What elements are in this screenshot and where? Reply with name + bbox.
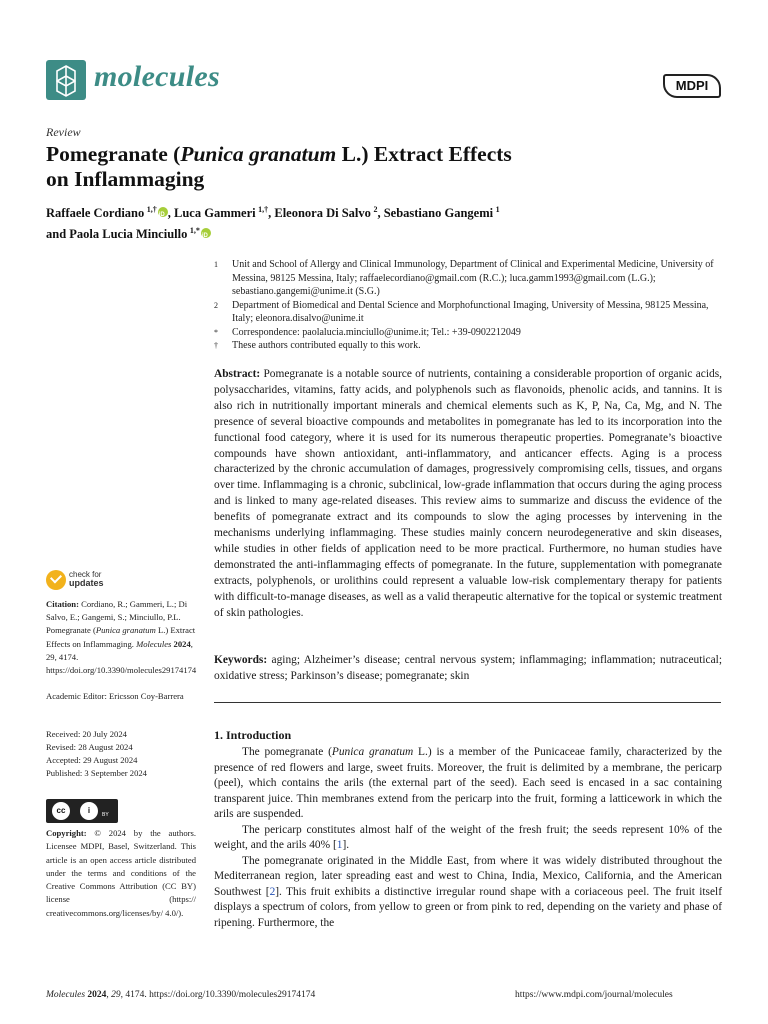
check-for-updates-button[interactable]: [46, 570, 126, 592]
text-run: The pericarp constitutes almost half of the weight of the fresh fruit; the seeds represent 10% of the weight, and the arils 40% [: [214, 823, 722, 851]
author-list: [46, 201, 666, 243]
affiliation-text: Department of Biomedical and Dental Science and Morphofunctional Imaging, University of Messina, 98125 Messina, Italy; eleonora.disalvo@unime.it: [232, 299, 709, 324]
affiliation-item: [214, 326, 724, 340]
text-run: L.) is a member of the Punicaceae family, characterized by the presence of red flowers and large, sweet fruits. Moreover, the fruit is delimited by a membrane, the pericarp (peel), which contains the arils (the external part of the seed). Each seed is encased in a sac containing transparent juice. Thin membranes extend from the pericarp into the fruit, forming a latticework in which the arils are suspended.: [214, 746, 722, 820]
footer-year: 2024: [87, 990, 107, 1000]
citation: [46, 598, 198, 677]
author-separator: ,: [167, 206, 175, 221]
author-name[interactable]: Luca Gammeri: [174, 206, 256, 221]
footer-volume: 29: [111, 990, 121, 1000]
introduction-body: [214, 745, 722, 931]
published-date: Published: 3 September 2024: [46, 768, 147, 778]
footer-journal-url[interactable]: https://www.mdpi.com/journal/molecules: [515, 990, 673, 1000]
author-marks: 1,†: [258, 205, 269, 214]
copyright-text: © 2024 by the authors. Licensee MDPI, Basel, Switzerland. This article is an open access article distributed under the terms and conditions of the Creative Commons Attribution (CC BY) license (https:// creativecommons.org/licenses/by/ 4.0/).: [46, 828, 196, 918]
author-separator: ,: [268, 206, 275, 221]
affiliation-item: [214, 339, 724, 353]
author-name[interactable]: Sebastiano Gangemi: [383, 206, 494, 221]
text-run: ].: [342, 839, 350, 851]
updates-line1: check for: [69, 570, 102, 579]
citation-label: Citation:: [46, 599, 79, 609]
footer-citation: Molecules 2024, 29, 4174. https://doi.org/10.3390/molecules29174174: [46, 990, 316, 1000]
orcid-icon[interactable]: [158, 207, 168, 217]
author-name[interactable]: Eleonora Di Salvo: [274, 206, 371, 221]
equal-contribution-note: These authors contributed equally to this work.: [232, 340, 421, 351]
affiliation-mark: †: [214, 341, 218, 350]
title-line2: on Inflammaging: [46, 167, 205, 191]
copyright-notice: [46, 827, 196, 920]
article-dates: [46, 728, 198, 780]
abstract: [214, 367, 722, 622]
check-icon: [46, 570, 66, 590]
paragraph: [214, 823, 722, 854]
author-marks: 1,†: [146, 205, 157, 214]
citation-species: Punica granatum: [95, 625, 156, 636]
affiliation-item: [214, 299, 724, 326]
cc-license-badge[interactable]: [46, 799, 118, 823]
affiliation-mark: *: [214, 327, 218, 337]
citation-text: L.) Extract Effects on Inflammaging.: [46, 625, 196, 649]
received-date: Received: 20 July 2024: [46, 729, 127, 739]
reference-link[interactable]: 2: [269, 885, 276, 898]
keywords: [214, 653, 722, 685]
correspondence-text: Correspondence: paolalucia.minciullo@unime.it; Tel.: +39-0902212049: [232, 326, 521, 338]
author-name[interactable]: Raffaele Cordiano: [46, 206, 145, 221]
citation-journal: Molecules: [136, 638, 172, 649]
academic-editor: Academic Editor: Ericsson Coy-Barrera: [46, 691, 184, 701]
abstract-text: Pomegranate is a notable source of nutrients, containing a considerable proportion of organic acids, polysaccharides, vitamins, fatty acids, and polyphenols such as flavonoids, phenolic acids, and tannins. It is also rich in nutritionally important minerals and chemical elements such as K, P, Na, Ca, Mg, and N. The presence of several bioactive compounds and metabolites in pomegranate has led to its incorporation into the functional food category, where it is used for its numerous therapeutic properties. Pomegranate’s bioactive compounds have shown antioxidant, anti-inflammatory, and anticancer effects. Aging is a process characterized by the chronic accumulation of damages, progressively compromising cells, tissues, and organs over time. Inflammaging is a chronic, subclinical, low-grade inflammation that occurs during the aging process and is linked to many age-related diseases. This review aims to summarize and discuss the evidence of the benefits of pomegranate extract and its compounds to slow the aging processes by intervening in the mechanisms underlying inflammaging. These studies mainly concern neurodegenerative and skin diseases, while studies in other fields of application need to be more practical. Furthermore, no human studies have demonstrated the anti-inflammaging effects of pomegranate. In the future, supplementation with pomegranate extracts, polyphenols, or urolithins could represent a valuable low-risk complementary therapy for patients with difficult-to-manage diseases, as well as a valid therapeutic alternative for the topical or systemic treatment of skin pathologies.: [214, 368, 722, 619]
paragraph: [214, 745, 722, 823]
copyright-label: Copyright:: [46, 828, 87, 838]
author-marks: 2: [373, 205, 378, 214]
affiliation-mark: 1: [214, 260, 218, 269]
journal-name: molecules: [94, 60, 221, 93]
license-badge-label: BY: [102, 812, 109, 818]
title-italic: Punica granatum: [180, 142, 337, 166]
species-name: Punica granatum: [331, 746, 414, 758]
title-part1: Pomegranate (: [46, 142, 181, 166]
reference-link[interactable]: 1: [336, 839, 343, 851]
title-part2: L.) Extract Effects: [336, 142, 512, 166]
cc-icon: cc: [52, 802, 70, 820]
author-name[interactable]: and Paola Lucia Minciullo: [46, 227, 188, 242]
updates-line2: updates: [69, 578, 104, 588]
footer-journal: Molecules: [46, 990, 86, 1000]
section-divider: [214, 702, 721, 703]
author-separator: ,: [377, 206, 384, 221]
text-run: The pomegranate (: [242, 746, 332, 758]
citation-doi[interactable]: , 29, 4174. https://doi.org/10.3390/molecules29174174: [46, 638, 197, 676]
text-run: ]. This fruit exhibits a distinctive irregular round shape with a coriaceous peel. The fruit itself displays a spectrum of colors, from yellow to green or from pink to red, depending on the variety and phase of ripening. Furthermore, the: [214, 885, 722, 929]
section-heading: 1. Introduction: [214, 728, 292, 742]
affiliation-item: [214, 258, 724, 299]
affiliation-mark: 2: [214, 300, 218, 310]
orcid-icon[interactable]: [201, 228, 211, 238]
text-run: The pomegranate originated in the Middle East, from where it was widely distributed throughout the Mediterranean region, later spreading east and west to China, India, Mexico, California, and the American Southwest [: [214, 854, 722, 898]
article-title: [46, 142, 606, 192]
affiliations: [214, 258, 724, 353]
article-type: Review: [46, 125, 81, 139]
publisher-logo: MDPI: [663, 74, 721, 98]
footer-doi[interactable]: , 4174. https://doi.org/10.3390/molecules29174174: [120, 990, 316, 1000]
affiliation-text: Unit and School of Allergy and Clinical Immunology, Department of Clinical and Experimental Medicine, University of Messina, 98125 Messina, Italy; raffaelecordiano@gmail.com (R.C.); luca.gamm1993@gmail.com (L.G.); sebastiano.gangemi@unime.it (S.G.): [232, 259, 714, 297]
updates-label: [69, 570, 104, 588]
author-marks: 1,*: [189, 226, 200, 236]
revised-date: Revised: 28 August 2024: [46, 742, 133, 752]
attribution-icon: i: [80, 802, 98, 820]
citation-year: 2024: [173, 638, 191, 649]
paragraph: [214, 854, 722, 932]
author-marks: 1: [495, 205, 500, 214]
accepted-date: Accepted: 29 August 2024: [46, 755, 138, 765]
keywords-text: aging; Alzheimer’s disease; central nervous system; inflammaging; inflammation; nutraceutical; oxidative stress; Parkinson’s disease; pomegranate; skin: [214, 654, 722, 682]
citation-text: Cordiano, R.; Gammeri, L.; Di Salvo, E.; Gangemi, S.; Minciullo, P.L. Pomegranate (: [46, 599, 188, 636]
journal-logo-icon: [46, 60, 86, 100]
keywords-label: Keywords:: [214, 654, 268, 666]
abstract-label: Abstract:: [214, 368, 261, 380]
